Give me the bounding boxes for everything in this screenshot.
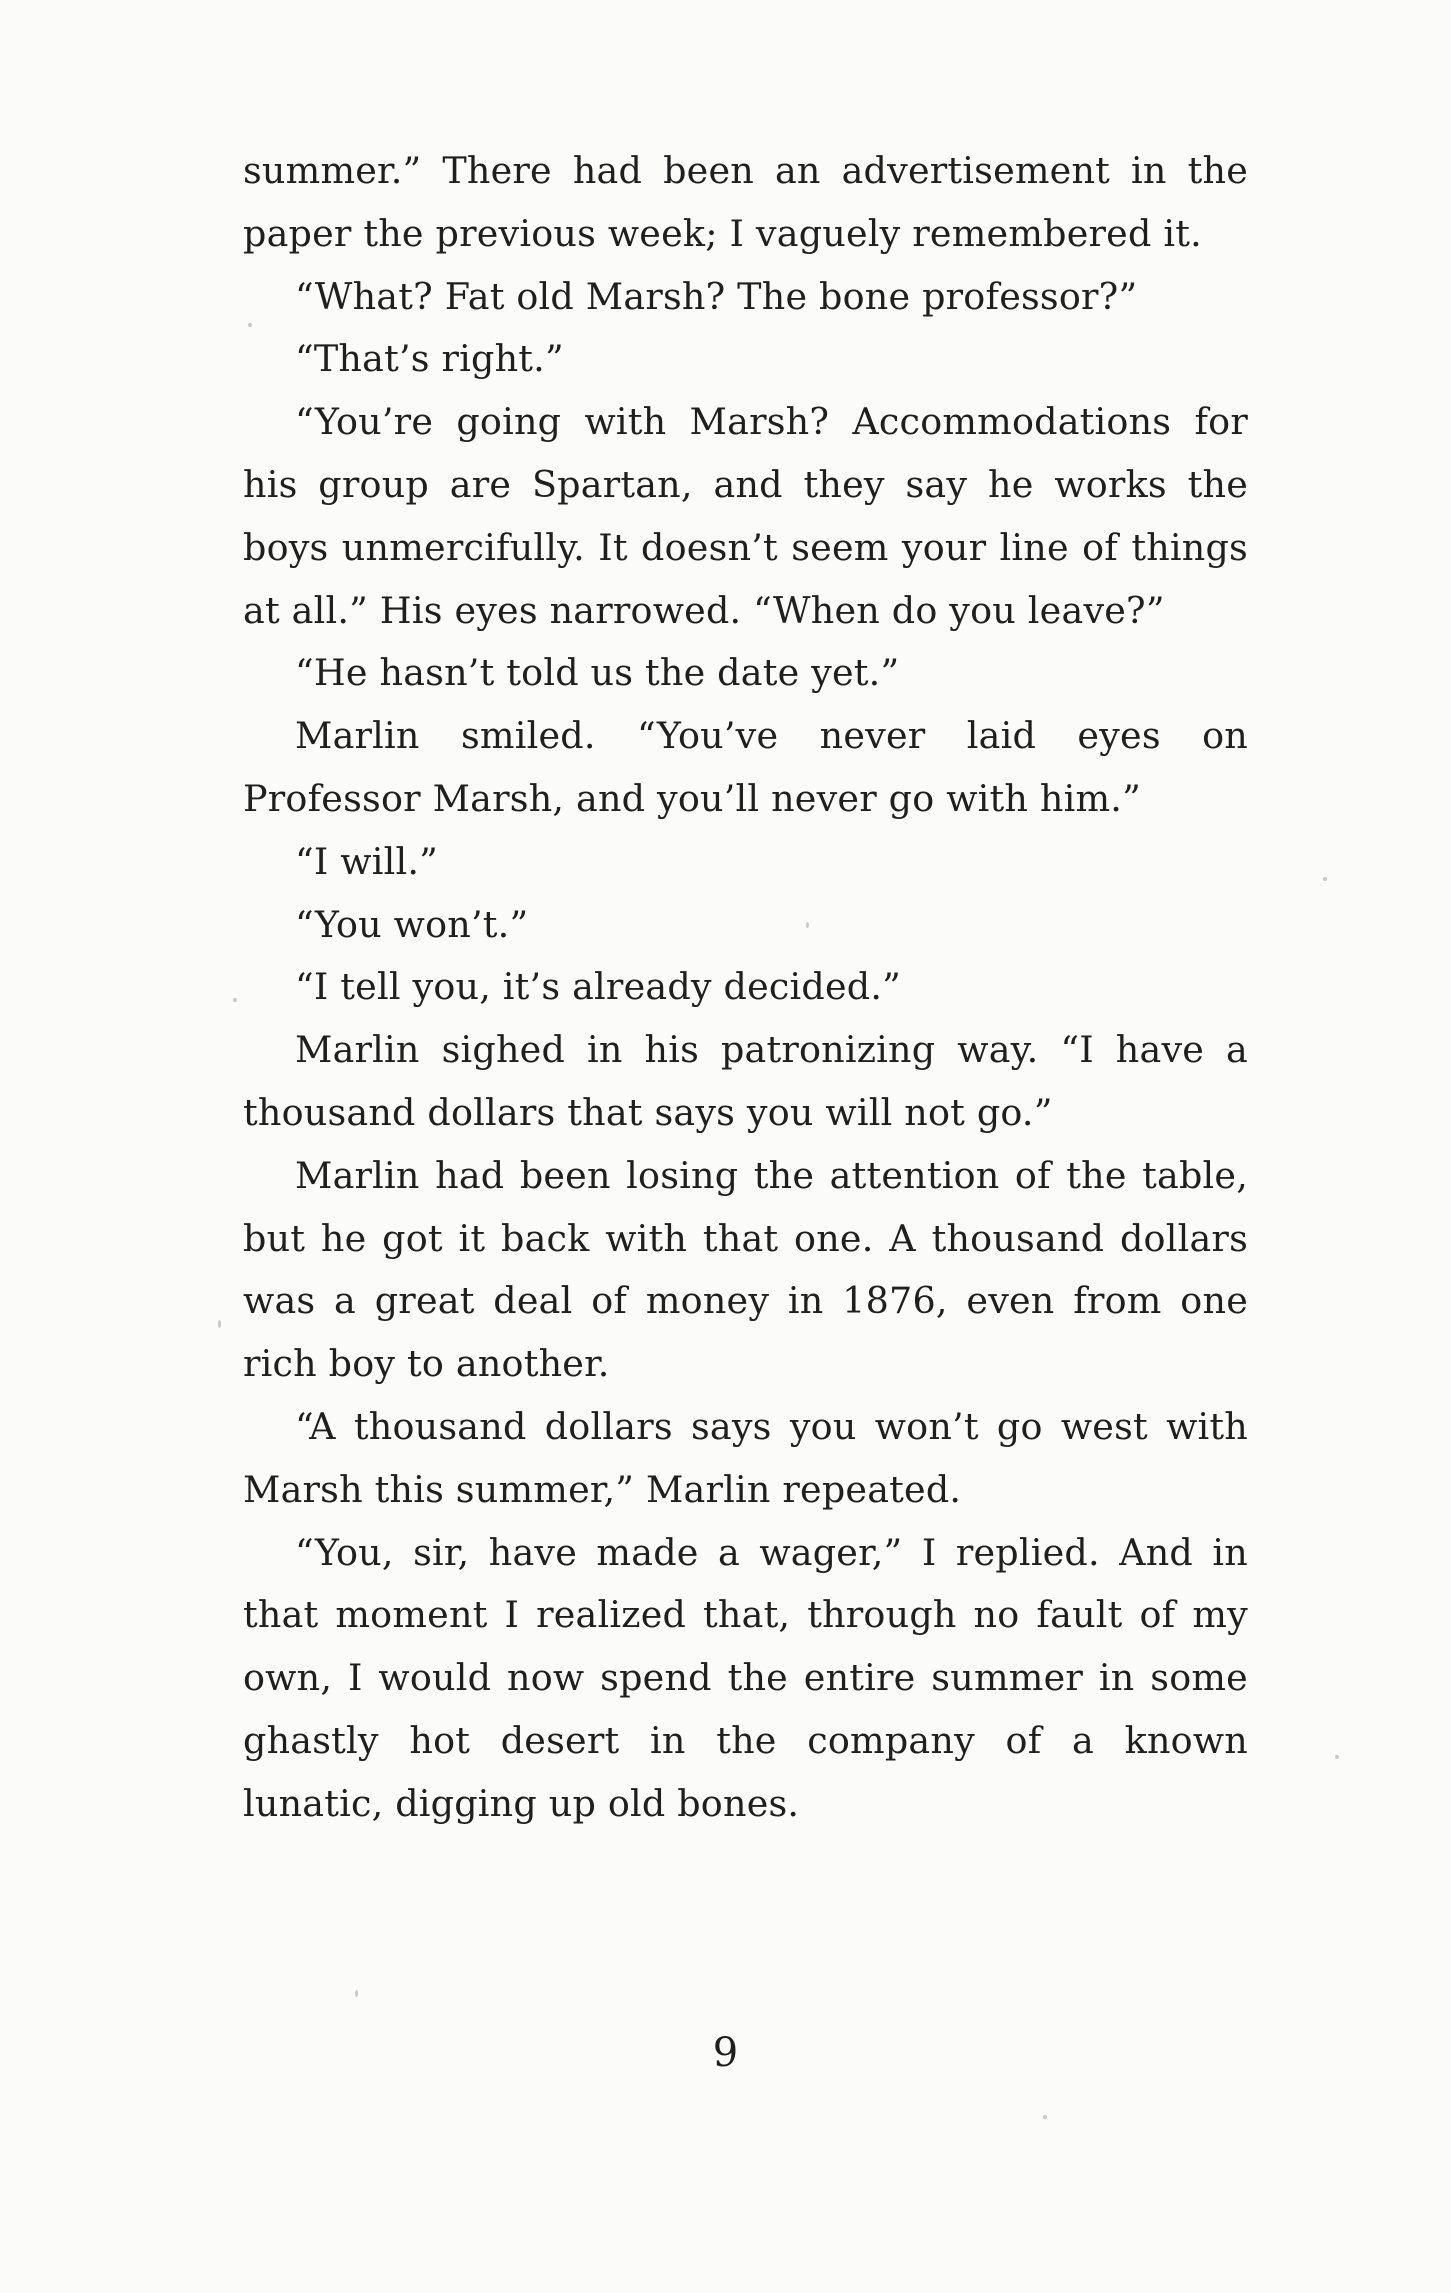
- paragraph-12: “A thousand dollars says you won’t go west with Marsh this summer,” Marlin repeated.: [243, 1404, 1248, 1511]
- body-text: [243, 140, 1248, 1836]
- paragraph-3: “That’s right.”: [295, 337, 564, 381]
- paragraph-13: “You, sir, have made a wager,” I replied. And in that moment I realized that, through no fault of my own, I would now spend the entire summer in some ghastly hot desert in the company of a known lunatic, digging up old bones.: [243, 1530, 1248, 1825]
- paragraph-2: “What? Fat old Marsh? The bone professor?”: [295, 274, 1138, 318]
- scan-speck: [233, 998, 237, 1002]
- paragraph-4: “You’re going with Marsh? Accommodations for his group are Spartan, and they say he works the boys unmercifully. It doesn’t seem your line of things at all.” His eyes narrowed. “When do you leave?”: [243, 400, 1248, 632]
- paragraph-11: Marlin had been losing the attention of the table, but he got it back with that one. A thousand dollars was a great deal of money in 1876, even from one rich boy to another.: [243, 1153, 1248, 1386]
- scan-speck: [248, 323, 252, 327]
- paragraph-10: Marlin sighed in his patronizing way. “I have a thousand dollars that says you will not go.”: [243, 1028, 1248, 1134]
- paragraph-7: “I will.”: [295, 839, 439, 883]
- scan-speck: [1335, 1755, 1339, 1759]
- scan-speck: [355, 1990, 358, 1997]
- scan-speck: [1043, 2115, 1047, 2119]
- scan-speck: [806, 922, 809, 928]
- paragraph-9: “I tell you, it’s already decided.”: [295, 965, 901, 1009]
- paragraph-6: Marlin smiled. “You’ve never laid eyes on Professor Marsh, and you’ll never go with him.”: [243, 714, 1248, 820]
- paragraph-1: summer.” There had been an advertisement in the paper the previous week; I vaguely remembered it.: [243, 149, 1248, 255]
- paragraph-5: “He hasn’t told us the date yet.”: [295, 651, 900, 695]
- scan-speck: [218, 1320, 221, 1328]
- page-number: 9: [712, 2030, 739, 2076]
- scan-speck: [1323, 877, 1327, 881]
- paragraph-8: “You won’t.”: [295, 902, 529, 946]
